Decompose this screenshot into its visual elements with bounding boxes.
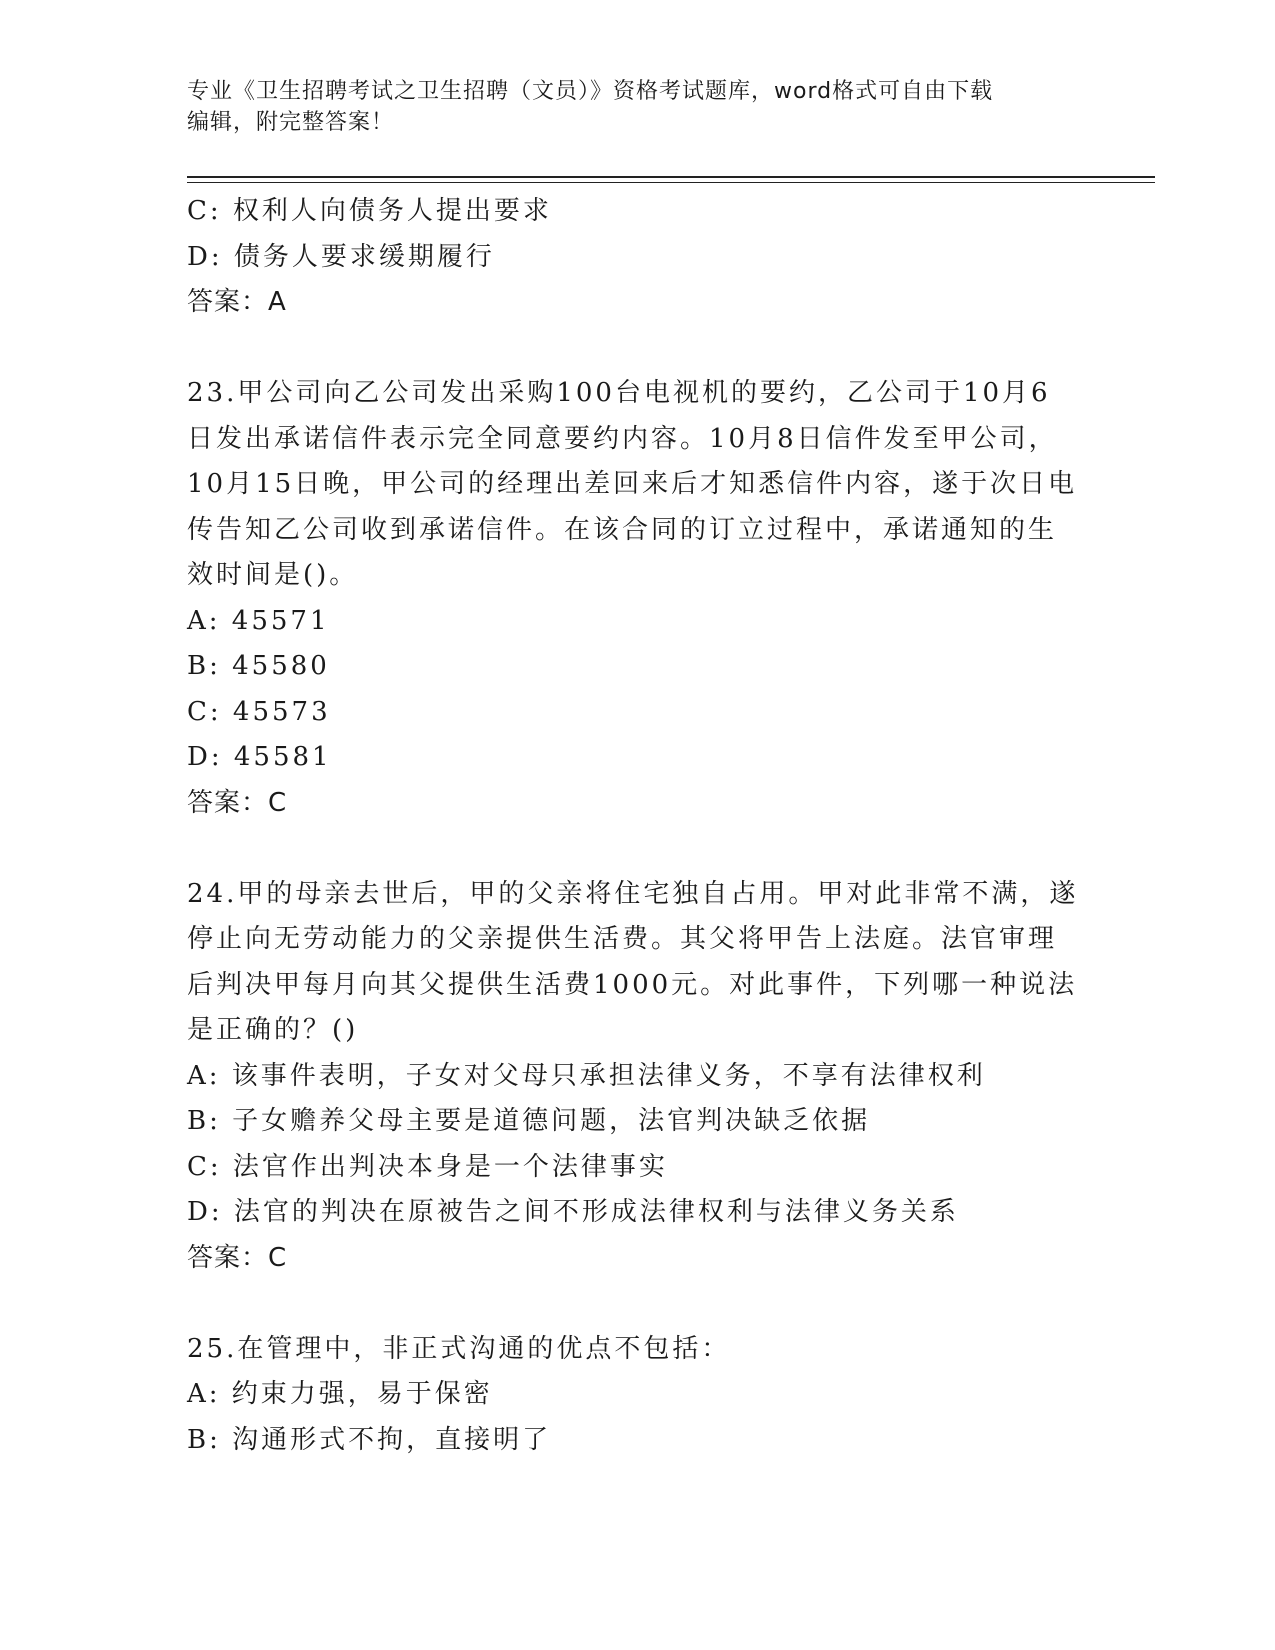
stem-line: 传告知乙公司收到承诺信件。在该合同的订立过程中，承诺通知的生 [187, 514, 1058, 545]
stem-line: 10月15日晚，甲公司的经理出差回来后才知悉信件内容，遂于次日电 [187, 469, 1078, 499]
stem-line: 后判决甲每月向其父提供生活费1000元。对此事件，下列哪一种说法 [187, 969, 1078, 1000]
answer: 答案：A [187, 287, 287, 317]
option-d: D: 债务人要求缓期履行 [187, 241, 495, 272]
header-line-2: 编辑，附完整答案！ [187, 110, 395, 135]
stem-line: 24.甲的母亲去世后，甲的父亲将住宅独自占用。甲对此非常不满，遂 [187, 878, 1079, 909]
question-23 [187, 371, 1087, 826]
option-c: C: 权利人向债务人提出要求 [187, 196, 552, 226]
option-b: B: 沟通形式不拘，直接明了 [187, 1424, 552, 1455]
option-a: A: 约束力强，易于保密 [187, 1379, 493, 1409]
spacer [187, 1281, 1087, 1327]
option-b: B: 45580 [187, 651, 330, 681]
question-22 [187, 189, 1087, 326]
option-c: C: 法官作出判决本身是一个法律事实 [187, 1151, 668, 1182]
option-d: D: 法官的判决在原被告之间不形成法律权利与法律义务关系 [187, 1197, 959, 1227]
question-stem: 25.在管理中，非正式沟通的优点不包括： [187, 1333, 731, 1364]
option-b: B: 子女赡养父母主要是道德问题，法官判决缺乏依据 [187, 1106, 871, 1136]
header-divider-thin [187, 182, 1155, 183]
page-header [187, 76, 1087, 138]
question-stem [187, 371, 1087, 599]
stem-line: 23.甲公司向乙公司发出采购100台电视机的要约，乙公司于10月6 [187, 378, 1051, 408]
stem-line: 是正确的？() [187, 1015, 359, 1045]
option-c: C: 45573 [187, 696, 331, 727]
question-stem [187, 872, 1087, 1054]
option-d: D: 45581 [187, 742, 332, 772]
question-list [187, 189, 1087, 1463]
option-a: A: 该事件表明，子女对父母只承担法律义务，不享有法律权利 [187, 1060, 986, 1091]
answer: 答案：C [187, 1242, 288, 1273]
stem-line: 日发出承诺信件表示完全同意要约内容。10月8日信件发至甲公司， [187, 423, 1058, 454]
question-25 [187, 1327, 1087, 1464]
stem-line: 效时间是()。 [187, 560, 359, 590]
answer: 答案：C [187, 787, 288, 818]
header-divider [187, 176, 1155, 178]
question-24 [187, 872, 1087, 1282]
spacer [187, 326, 1087, 372]
spacer [187, 826, 1087, 872]
option-a: A: 45571 [187, 605, 330, 636]
header-line-1: 专业《卫生招聘考试之卫生招聘（文员）》资格考试题库，word格式可自由下载 [187, 79, 994, 104]
stem-line: 停止向无劳动能力的父亲提供生活费。其父将甲告上法庭。法官审理 [187, 924, 1058, 954]
